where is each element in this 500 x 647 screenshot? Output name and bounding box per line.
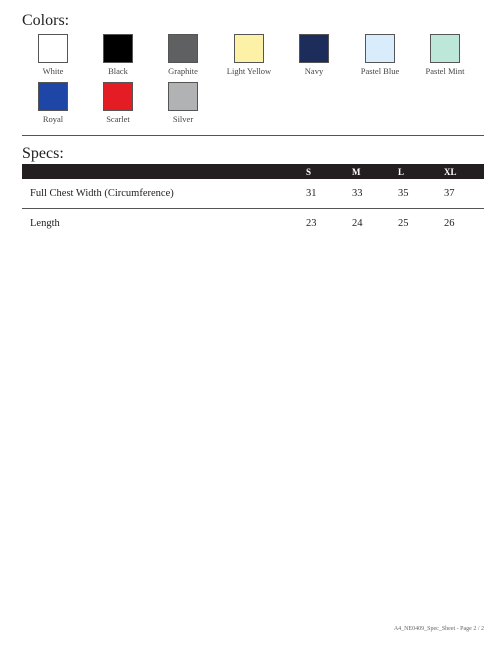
swatch-silver bbox=[150, 82, 216, 124]
swatch-light-yellow bbox=[216, 34, 282, 76]
swatch-color-box bbox=[103, 34, 133, 63]
swatch-label: Scarlet bbox=[106, 114, 130, 124]
swatch-label: Pastel Blue bbox=[360, 66, 400, 76]
swatch-pastel-blue bbox=[347, 34, 413, 76]
swatch-graphite bbox=[150, 34, 216, 76]
spec-value: 23 bbox=[306, 218, 317, 229]
size-header: L bbox=[392, 164, 438, 179]
swatch-color-box bbox=[168, 82, 198, 111]
spec-label: Full Chest Width (Circumference) bbox=[22, 179, 300, 209]
table-row bbox=[22, 179, 484, 209]
size-header: M bbox=[346, 164, 392, 179]
swatch-label: Navy bbox=[304, 66, 324, 76]
swatch-color-box bbox=[168, 34, 198, 63]
swatch-label: Silver bbox=[172, 114, 194, 124]
swatch-navy bbox=[281, 34, 347, 76]
swatch-royal bbox=[20, 82, 86, 124]
swatch-label: Graphite bbox=[168, 66, 198, 76]
spec-value: 26 bbox=[444, 218, 455, 229]
swatch-black bbox=[85, 34, 151, 76]
spec-value: 31 bbox=[300, 179, 346, 209]
page-footer: A4_NE0409_Spec_Sheet - Page 2 / 2 bbox=[393, 626, 484, 632]
swatch-white bbox=[20, 34, 86, 76]
swatch-label: Light Yellow bbox=[226, 66, 272, 76]
section-divider bbox=[22, 135, 484, 136]
swatch-color-box bbox=[234, 34, 264, 63]
swatch-color-box bbox=[103, 82, 133, 111]
swatch-pastel-mint bbox=[412, 34, 478, 76]
swatch-label: Pastel Mint bbox=[425, 66, 465, 76]
specs-header-blank bbox=[22, 164, 300, 179]
size-header: XL bbox=[438, 164, 484, 179]
swatch-label: Black bbox=[108, 66, 128, 76]
spec-label: Length bbox=[30, 218, 60, 229]
spec-value: 35 bbox=[392, 179, 438, 209]
swatch-scarlet bbox=[85, 82, 151, 124]
specs-title: Specs: bbox=[22, 145, 64, 162]
size-header: S bbox=[300, 164, 346, 179]
specs-header-row bbox=[22, 164, 484, 179]
spec-value: 24 bbox=[352, 218, 363, 229]
specs-table bbox=[22, 164, 484, 238]
table-row bbox=[22, 209, 484, 239]
spec-value: 25 bbox=[398, 218, 409, 229]
swatch-color-box bbox=[299, 34, 329, 63]
swatch-label: White bbox=[42, 66, 64, 76]
swatch-color-box bbox=[430, 34, 460, 63]
colors-title: Colors: bbox=[22, 12, 70, 29]
swatch-color-box bbox=[38, 34, 68, 63]
swatch-label: Royal bbox=[42, 114, 64, 124]
spec-value: 37 bbox=[438, 179, 484, 209]
spec-value: 33 bbox=[346, 179, 392, 209]
swatch-color-box bbox=[38, 82, 68, 111]
swatch-color-box bbox=[365, 34, 395, 63]
